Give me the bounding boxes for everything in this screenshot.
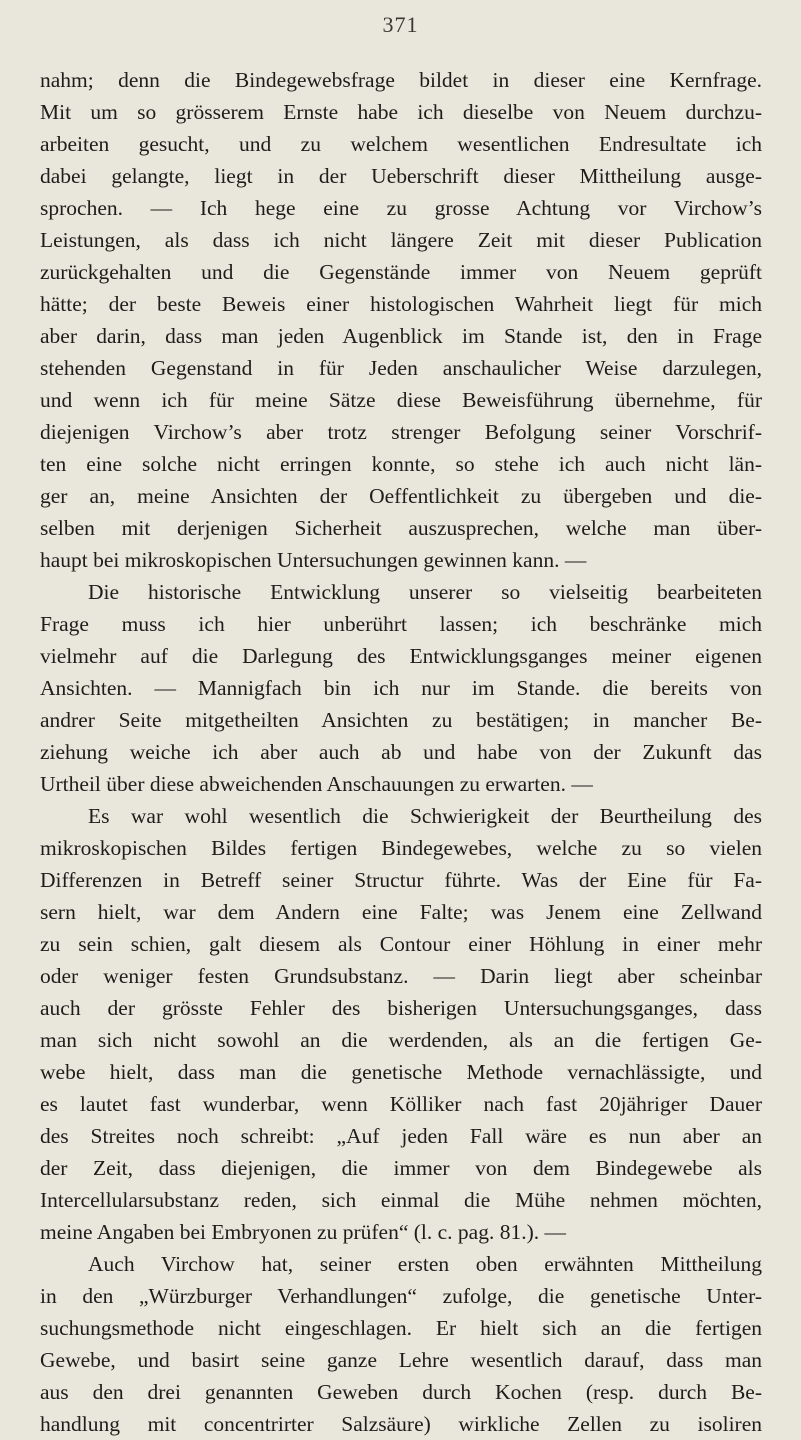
text-line: dabei gelangte, liegt in der Ueberschrift dieser Mittheilung ausge- [40,164,762,188]
text-line: aber darin, dass man jeden Augenblick im Stande ist, den in Frage [40,324,762,348]
text-line: stehenden Gegenstand in für Jeden anschaulicher Weise darzulegen, [40,356,762,380]
text-line: man sich nicht sowohl an die werdenden, als an die fertigen Ge- [40,1028,762,1052]
text-line: Mit um so grösserem Ernste habe ich dieselbe von Neuem durchzu- [40,100,762,124]
text-line: arbeiten gesucht, und zu welchem wesentlichen Endresultate ich [40,132,762,156]
text-line: in den „Würzburger Verhandlungen“ zufolge, die genetische Unter- [40,1284,762,1308]
text-line: selben mit derjenigen Sicherheit auszusprechen, welche man über- [40,516,762,540]
text-line: auch der grösste Fehler des bisherigen Untersuchungsganges, dass [40,996,762,1020]
text-line: andrer Seite mitgetheilten Ansichten zu bestätigen; in mancher Be- [40,708,762,732]
text-line: Gewebe, und basirt seine ganze Lehre wesentlich darauf, dass man [40,1348,762,1372]
text-line: sprochen. — Ich hege eine zu grosse Achtung vor Virchow’s [40,196,762,220]
text-line: Intercellularsubstanz reden, sich einmal die Mühe nehmen möchten, [40,1188,762,1212]
text-line: Ansichten. — Mannigfach bin ich nur im Stande. die bereits von [40,676,762,700]
text-line: der Zeit, dass diejenigen, die immer von dem Bindegewebe als [40,1156,762,1180]
text-line: nahm; denn die Bindegewebsfrage bildet in dieser eine Kernfrage. [40,68,762,92]
text-line: oder weniger festen Grundsubstanz. — Darin liegt aber scheinbar [40,964,762,988]
text-line: mikroskopischen Bildes fertigen Bindegewebes, welche zu so vielen [40,836,762,860]
text-line: und wenn ich für meine Sätze diese Beweisführung übernehme, für [40,388,762,412]
text-line: ziehung weiche ich aber auch ab und habe von der Zukunft das [40,740,762,764]
text-line: zu sein schien, galt diesem als Contour einer Höhlung in einer mehr [40,932,762,956]
body-text [40,64,762,1440]
text-line: webe hielt, dass man die genetische Methode vernachlässigte, und [40,1060,762,1084]
text-line: suchungsmethode nicht eingeschlagen. Er hielt sich an die fertigen [40,1316,762,1340]
page-number: 371 [382,12,419,37]
text-line: aus den drei genannten Geweben durch Kochen (resp. durch Be- [40,1380,762,1404]
text-line: Die historische Entwicklung unserer so vielseitig bearbeiteten [88,580,762,604]
text-line: haupt bei mikroskopischen Untersuchungen gewinnen kann. — [40,548,587,572]
text-line: sern hielt, war dem Andern eine Falte; was Jenem eine Zellwand [40,900,762,924]
text-line: meine Angaben bei Embryonen zu prüfen“ (l. c. pag. 81.). — [40,1220,566,1244]
text-line: Es war wohl wesentlich die Schwierigkeit der Beurtheilung des [88,804,762,828]
text-line: Differenzen in Betreff seiner Structur führte. Was der Eine für Fa- [40,868,762,892]
text-line: Urtheil über diese abweichenden Anschauungen zu erwarten. — [40,772,593,796]
text-line: hätte; der beste Beweis einer histologischen Wahrheit liegt für mich [40,292,762,316]
text-line: ten eine solche nicht erringen konnte, so stehe ich auch nicht län- [40,452,762,476]
text-line: handlung mit concentrirter Salzsäure) wirkliche Zellen zu isoliren [40,1412,762,1436]
text-line: ger an, meine Ansichten der Oeffentlichkeit zu übergeben und die- [40,484,762,508]
text-line: es lautet fast wunderbar, wenn Kölliker nach fast 20jähriger Dauer [40,1092,762,1116]
text-line: Auch Virchow hat, seiner ersten oben erwähnten Mittheilung [88,1252,762,1276]
text-line: Leistungen, als dass ich nicht längere Zeit mit dieser Publication [40,228,762,252]
text-line: Frage muss ich hier unberührt lassen; ich beschränke mich [40,612,762,636]
text-line: diejenigen Virchow’s aber trotz strenger Befolgung seiner Vorschrif- [40,420,762,444]
text-line: vielmehr auf die Darlegung des Entwicklungsganges meiner eigenen [40,644,762,668]
text-line: des Streites noch schreibt: „Auf jeden Fall wäre es nun aber an [40,1124,762,1148]
text-line: zurückgehalten und die Gegenstände immer von Neuem geprüft [40,260,762,284]
